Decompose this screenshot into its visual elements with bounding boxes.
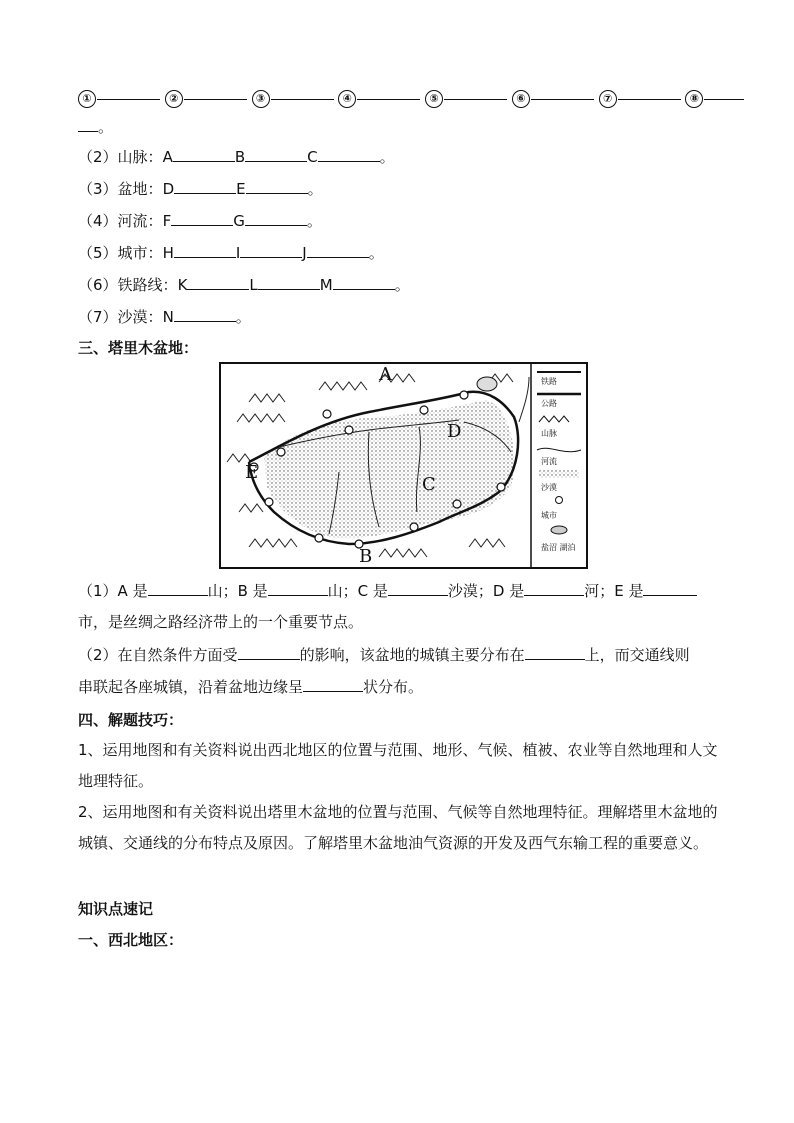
blank-7[interactable] (618, 84, 681, 100)
legend-river: 河流 (541, 457, 557, 466)
q3-basins (78, 178, 718, 199)
q6-l: L (249, 276, 258, 294)
q4-g: G (233, 212, 245, 230)
s3q2-line2a: 串联起各座城镇，沿着盆地边缘呈 (78, 678, 304, 696)
q3-blank-e[interactable] (246, 178, 308, 194)
legend-lake: 盐沼 湖泊 (541, 543, 576, 552)
q5-h: H (162, 244, 174, 262)
blank-8-cont[interactable] (78, 116, 98, 132)
map-label-a: A (379, 364, 392, 385)
s3q2-p1: 在自然条件方面受 (117, 646, 238, 664)
s3q1-p3: 山；C 是 (327, 582, 388, 600)
q3-label: 盆地： (117, 180, 163, 198)
section4-heading: 四、解题技巧： (78, 711, 184, 729)
q2-mountains (78, 146, 718, 167)
q5-j: J (302, 244, 307, 262)
q5-blank-j[interactable] (307, 242, 369, 258)
tip-1: 1、运用地图和有关资料说出西北地区的位置与范围、地形、气候、植被、农业等自然地理和人文地理特征。 (78, 741, 718, 790)
q7-blank-n[interactable] (174, 306, 236, 322)
s3q1-line2: 市，是丝绸之路经济带上的一个重要节点。 (78, 613, 364, 631)
s3q1-num: （1） (78, 582, 118, 600)
circled-blanks-row-end (78, 116, 718, 137)
section3-heading: 三、塔里木盆地： (78, 339, 199, 357)
circle-5: ⑤ (425, 90, 443, 108)
q6-blank-l[interactable] (258, 274, 320, 290)
q7-label: 沙漠： (117, 308, 163, 326)
q5-blank-h[interactable] (174, 242, 236, 258)
q3-e: E (236, 180, 246, 198)
s3q1-blank-d[interactable] (524, 580, 584, 596)
s3q1-p5: 河；E 是 (584, 582, 644, 600)
blank-1[interactable] (97, 84, 160, 100)
q2-blank-a[interactable] (173, 146, 235, 162)
notes-heading: 知识点速记 (78, 900, 154, 918)
q6-num: （6） (78, 276, 118, 294)
s3q1-p2: 山；B 是 (207, 582, 268, 600)
legend-city: 城市 (541, 511, 557, 520)
section1-heading: 一、西北地区： (78, 931, 184, 949)
blank-6[interactable] (531, 84, 594, 100)
s3q1-blank-c[interactable] (388, 580, 448, 596)
s3q2-line2 (78, 676, 718, 697)
q5-cities (78, 242, 718, 263)
q4-blank-g[interactable] (245, 210, 307, 226)
s3q2-line1 (78, 644, 718, 665)
s3q2-p3: 上，而交通线则 (584, 646, 690, 664)
q7-num: （7） (78, 308, 118, 326)
s3q2-num: （2） (78, 646, 118, 664)
circled-blanks-row (78, 84, 718, 108)
q2-end: 。 (379, 148, 395, 166)
q2-b: B (234, 148, 246, 166)
q2-label: 山脉： (117, 148, 163, 166)
q3-end: 。 (307, 180, 323, 198)
circle-6: ⑥ (512, 90, 530, 108)
circle-1: ① (78, 90, 96, 108)
q4-label: 河流： (117, 212, 163, 230)
circle-2: ② (165, 90, 183, 108)
q5-num: （5） (78, 244, 118, 262)
blank-5[interactable] (444, 84, 507, 100)
circle-8: ⑧ (685, 90, 703, 108)
map-label-b: B (359, 546, 373, 567)
q6-railways (78, 274, 718, 295)
period: 。 (98, 118, 114, 136)
q2-c: C (307, 148, 318, 166)
map-label-d: D (447, 421, 462, 442)
q3-num: （3） (78, 180, 118, 198)
q4-blank-f[interactable] (171, 210, 233, 226)
blank-2[interactable] (184, 84, 247, 100)
s3q2-blank-3[interactable] (303, 676, 363, 692)
lake-mark (477, 377, 497, 391)
q7-desert (78, 306, 718, 327)
blank-4[interactable] (357, 84, 420, 100)
legend-mountain: 山脉 (541, 429, 557, 438)
q4-end: 。 (306, 212, 322, 230)
s3q2-blank-1[interactable] (238, 644, 300, 660)
q6-label: 铁路线： (117, 276, 178, 294)
q4-rivers (78, 210, 718, 231)
tarim-basin-map (219, 362, 588, 569)
q2-blank-c[interactable] (318, 146, 380, 162)
legend-railway: 铁路 (541, 377, 557, 386)
q5-blank-i[interactable] (240, 242, 302, 258)
map-label-c: C (422, 474, 436, 495)
q4-f: F (162, 212, 172, 230)
s3q2-blank-2[interactable] (525, 644, 585, 660)
legend-road: 公路 (541, 399, 557, 408)
s3q1-blank-e[interactable] (643, 580, 697, 596)
s3q1-blank-a[interactable] (148, 580, 208, 596)
q5-label: 城市： (117, 244, 163, 262)
legend-desert: 沙漠 (541, 483, 557, 492)
circle-7: ⑦ (599, 90, 617, 108)
q6-blank-k[interactable] (187, 274, 249, 290)
q2-blank-b[interactable] (245, 146, 307, 162)
q4-num: （4） (78, 212, 118, 230)
circle-3: ③ (252, 90, 270, 108)
s3q1-line1 (78, 580, 718, 601)
q7-n: N (162, 308, 174, 326)
q3-blank-d[interactable] (174, 178, 236, 194)
q2-num: （2） (78, 148, 118, 166)
s3q2-line2b: 状分布。 (363, 678, 424, 696)
q6-m: M (319, 276, 333, 294)
q6-k: K (177, 276, 188, 294)
map-label-e: E (245, 462, 259, 483)
s3q1-blank-b[interactable] (268, 580, 328, 596)
s3q2-p2: 的影响，该盆地的城镇主要分布在 (299, 646, 525, 664)
tip-2: 2、运用地图和有关资料说出塔里木盆地的位置与范围、气候等自然地理特征。理解塔里木盆地的城镇、交通线的分布特点及原因。了解塔里木盆地油气资源的开发及西气东输工程的重要意义。 (78, 803, 718, 852)
s3q1-p1: A 是 (117, 582, 148, 600)
circle-4: ④ (338, 90, 356, 108)
q5-end: 。 (368, 244, 384, 262)
q6-end: 。 (394, 276, 410, 294)
q3-d: D (162, 180, 175, 198)
q5-i: I (235, 244, 241, 262)
blank-3[interactable] (271, 84, 334, 100)
blank-8[interactable] (704, 84, 744, 100)
q6-blank-m[interactable] (333, 274, 395, 290)
q7-end: 。 (235, 308, 251, 326)
s3q1-p4: 沙漠；D 是 (447, 582, 525, 600)
q2-a: A (162, 148, 173, 166)
